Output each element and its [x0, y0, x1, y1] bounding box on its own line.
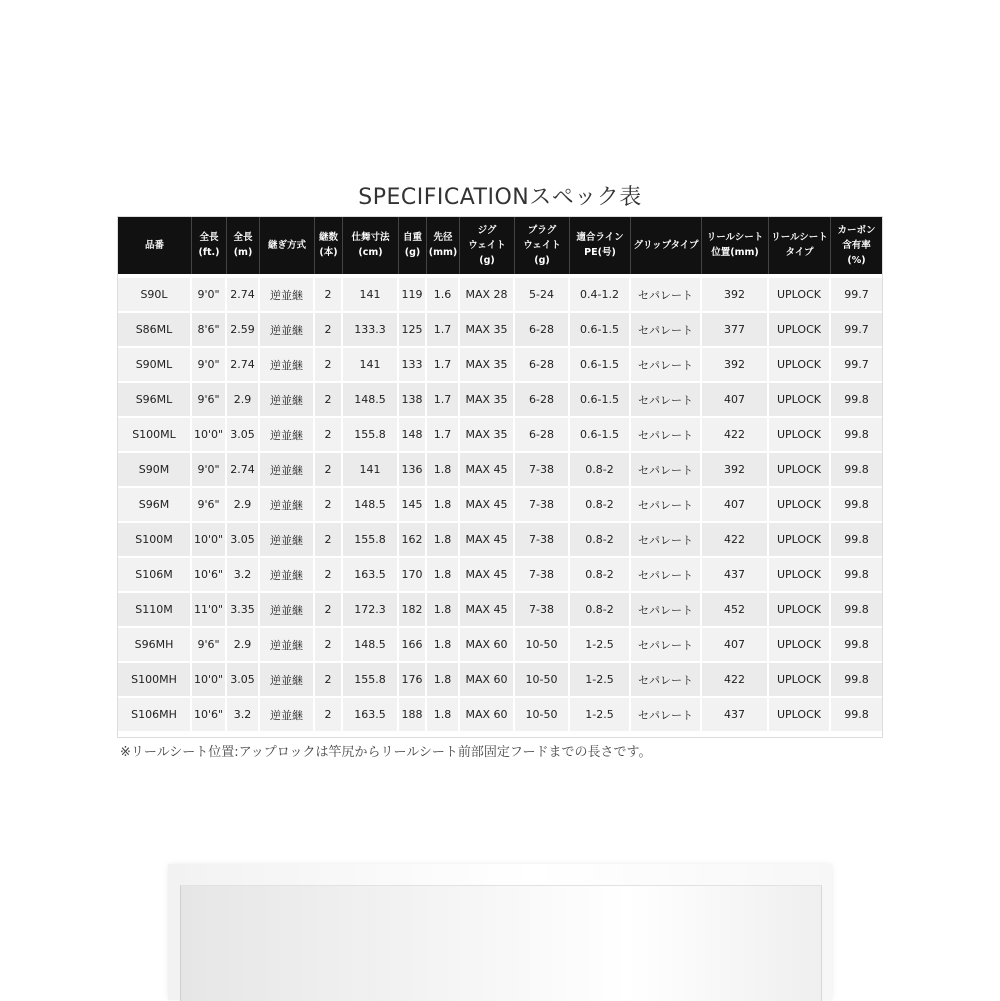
table-cell: 422 — [702, 418, 769, 453]
table-cell: セパレート — [631, 418, 702, 453]
table-cell: 5-24 — [515, 274, 570, 313]
table-cell: 99.7 — [831, 313, 882, 348]
table-cell: 170 — [399, 558, 427, 593]
table-cell: 407 — [702, 383, 769, 418]
table-cell: 163.5 — [343, 698, 399, 733]
table-cell: 2.74 — [227, 348, 260, 383]
table-cell: 437 — [702, 558, 769, 593]
table-cell: 7-38 — [515, 558, 570, 593]
table-cell: 3.35 — [227, 593, 260, 628]
header-cell: グリップタイプ — [631, 216, 702, 274]
table-cell: 141 — [343, 274, 399, 313]
header-cell: ジグ ウェイト (g) — [460, 216, 515, 274]
table-cell: 9'6" — [192, 628, 227, 663]
table-cell: 逆並継 — [260, 558, 315, 593]
table-cell: 1.8 — [427, 593, 460, 628]
table-cell: MAX 45 — [460, 593, 515, 628]
table-cell: MAX 45 — [460, 488, 515, 523]
table-cell: セパレート — [631, 488, 702, 523]
table-cell: 0.4-1.2 — [570, 274, 631, 313]
table-row — [118, 383, 882, 418]
table-cell: 2 — [315, 523, 343, 558]
table-cell: 逆並継 — [260, 453, 315, 488]
table-cell: 6-28 — [515, 313, 570, 348]
table-cell: 逆並継 — [260, 698, 315, 733]
table-cell: 0.6-1.5 — [570, 348, 631, 383]
table-cell: 2 — [315, 383, 343, 418]
table-row — [118, 488, 882, 523]
table-cell: 3.2 — [227, 698, 260, 733]
table-cell: 2 — [315, 488, 343, 523]
table-cell: 7-38 — [515, 523, 570, 558]
table-cell: 1.7 — [427, 418, 460, 453]
table-cell: 148.5 — [343, 628, 399, 663]
model-cell: S96MH — [118, 628, 192, 663]
table-cell: 3.05 — [227, 523, 260, 558]
header-cell: 継ぎ方式 — [260, 216, 315, 274]
table-cell: 377 — [702, 313, 769, 348]
table-cell: 9'0" — [192, 274, 227, 313]
table-cell: 10'0" — [192, 418, 227, 453]
table-cell: 1.8 — [427, 453, 460, 488]
header-cell: 全長 (ft.) — [192, 216, 227, 274]
table-cell: セパレート — [631, 383, 702, 418]
table-cell: 141 — [343, 453, 399, 488]
table-cell: 452 — [702, 593, 769, 628]
table-cell: 逆並継 — [260, 488, 315, 523]
table-cell: 1.7 — [427, 348, 460, 383]
table-cell: 10'0" — [192, 663, 227, 698]
table-cell: 1.8 — [427, 558, 460, 593]
table-cell: セパレート — [631, 663, 702, 698]
table-cell: 2 — [315, 663, 343, 698]
table-cell: 2 — [315, 348, 343, 383]
model-cell: S96ML — [118, 383, 192, 418]
table-cell: 0.8-2 — [570, 488, 631, 523]
table-cell: MAX 60 — [460, 698, 515, 733]
table-cell: 10'6" — [192, 698, 227, 733]
table-cell: 7-38 — [515, 593, 570, 628]
table-cell: 133.3 — [343, 313, 399, 348]
table-cell: セパレート — [631, 523, 702, 558]
header-cell: プラグ ウェイト (g) — [515, 216, 570, 274]
table-cell: 6-28 — [515, 348, 570, 383]
table-cell: セパレート — [631, 348, 702, 383]
model-cell: S90ML — [118, 348, 192, 383]
header-cell: 全長 (m) — [227, 216, 260, 274]
table-row — [118, 558, 882, 593]
table-cell: UPLOCK — [769, 274, 831, 313]
table-row — [118, 313, 882, 348]
table-cell: セパレート — [631, 274, 702, 313]
table-cell: 99.7 — [831, 348, 882, 383]
table-cell: 162 — [399, 523, 427, 558]
table-header-row — [118, 216, 882, 274]
table-cell: 1.8 — [427, 523, 460, 558]
table-cell: セパレート — [631, 593, 702, 628]
table-cell: 7-38 — [515, 488, 570, 523]
table-cell: 1.8 — [427, 628, 460, 663]
table-cell: 99.8 — [831, 418, 882, 453]
table-cell: 2 — [315, 313, 343, 348]
table-cell: 2 — [315, 593, 343, 628]
spec-table — [118, 216, 882, 733]
table-cell: セパレート — [631, 558, 702, 593]
table-cell: 422 — [702, 663, 769, 698]
table-cell: セパレート — [631, 313, 702, 348]
table-cell: MAX 35 — [460, 348, 515, 383]
table-cell: 1-2.5 — [570, 628, 631, 663]
table-cell: UPLOCK — [769, 488, 831, 523]
header-cell: 先径 (mm) — [427, 216, 460, 274]
table-cell: UPLOCK — [769, 523, 831, 558]
table-cell: 2 — [315, 453, 343, 488]
table-cell: 1.7 — [427, 383, 460, 418]
header-cell: 品番 — [118, 216, 192, 274]
table-cell: 99.8 — [831, 383, 882, 418]
table-cell: MAX 45 — [460, 523, 515, 558]
table-cell: 2.9 — [227, 628, 260, 663]
table-cell: MAX 28 — [460, 274, 515, 313]
table-cell: 10-50 — [515, 663, 570, 698]
table-cell: 392 — [702, 274, 769, 313]
table-cell: 148.5 — [343, 488, 399, 523]
table-cell: 1.6 — [427, 274, 460, 313]
model-cell: S106M — [118, 558, 192, 593]
table-cell: 9'6" — [192, 383, 227, 418]
table-cell: MAX 45 — [460, 558, 515, 593]
table-cell: 172.3 — [343, 593, 399, 628]
table-cell: MAX 35 — [460, 418, 515, 453]
table-cell: 7-38 — [515, 453, 570, 488]
header-cell: 仕舞寸法 (cm) — [343, 216, 399, 274]
table-cell: 1.7 — [427, 313, 460, 348]
table-row — [118, 274, 882, 313]
table-row — [118, 418, 882, 453]
table-cell: 3.2 — [227, 558, 260, 593]
table-row — [118, 663, 882, 698]
header-cell: 継数 (本) — [315, 216, 343, 274]
header-cell: リールシート タイプ — [769, 216, 831, 274]
table-cell: 1.8 — [427, 488, 460, 523]
table-cell: 10-50 — [515, 628, 570, 663]
table-cell: セパレート — [631, 698, 702, 733]
table-cell: 0.8-2 — [570, 593, 631, 628]
table-cell: 逆並継 — [260, 628, 315, 663]
table-cell: 逆並継 — [260, 593, 315, 628]
table-cell: 99.8 — [831, 593, 882, 628]
table-cell: 逆並継 — [260, 348, 315, 383]
table-cell: 437 — [702, 698, 769, 733]
table-cell: 182 — [399, 593, 427, 628]
table-cell: 2.9 — [227, 488, 260, 523]
table-cell: 2.74 — [227, 274, 260, 313]
table-cell: UPLOCK — [769, 558, 831, 593]
table-cell: 125 — [399, 313, 427, 348]
table-cell: MAX 60 — [460, 663, 515, 698]
table-cell: 99.8 — [831, 523, 882, 558]
table-cell: 1.8 — [427, 663, 460, 698]
table-cell: UPLOCK — [769, 383, 831, 418]
table-cell: UPLOCK — [769, 348, 831, 383]
table-cell: 0.8-2 — [570, 523, 631, 558]
table-cell: 99.8 — [831, 663, 882, 698]
table-cell: 3.05 — [227, 418, 260, 453]
table-row — [118, 523, 882, 558]
table-cell: 1-2.5 — [570, 663, 631, 698]
table-cell: UPLOCK — [769, 453, 831, 488]
table-cell: 163.5 — [343, 558, 399, 593]
model-cell: S90L — [118, 274, 192, 313]
table-cell: 2.59 — [227, 313, 260, 348]
table-cell: 逆並継 — [260, 313, 315, 348]
table-cell: 2.74 — [227, 453, 260, 488]
table-cell: 10'0" — [192, 523, 227, 558]
table-row — [118, 453, 882, 488]
model-cell: S100ML — [118, 418, 192, 453]
table-cell: 11'0" — [192, 593, 227, 628]
table-cell: UPLOCK — [769, 663, 831, 698]
table-cell: 逆並継 — [260, 383, 315, 418]
table-cell: 9'0" — [192, 453, 227, 488]
table-cell: 407 — [702, 488, 769, 523]
table-cell: 148.5 — [343, 383, 399, 418]
table-cell: 逆並継 — [260, 663, 315, 698]
table-cell: 392 — [702, 453, 769, 488]
table-cell: 逆並継 — [260, 523, 315, 558]
header-cell: 適合ライン PE(号) — [570, 216, 631, 274]
table-cell: 133 — [399, 348, 427, 383]
model-cell: S110M — [118, 593, 192, 628]
table-cell: 6-28 — [515, 383, 570, 418]
table-cell: 99.8 — [831, 453, 882, 488]
table-cell: MAX 35 — [460, 383, 515, 418]
table-cell: 2 — [315, 418, 343, 453]
table-cell: 166 — [399, 628, 427, 663]
table-cell: 3.05 — [227, 663, 260, 698]
table-cell: 0.6-1.5 — [570, 418, 631, 453]
table-cell: 99.8 — [831, 628, 882, 663]
table-cell: 0.8-2 — [570, 453, 631, 488]
table-cell: UPLOCK — [769, 698, 831, 733]
table-row — [118, 628, 882, 663]
table-cell: 0.8-2 — [570, 558, 631, 593]
table-cell: UPLOCK — [769, 418, 831, 453]
table-cell: 392 — [702, 348, 769, 383]
table-cell: 逆並継 — [260, 274, 315, 313]
table-cell: 9'0" — [192, 348, 227, 383]
table-cell: 9'6" — [192, 488, 227, 523]
table-cell: 0.6-1.5 — [570, 383, 631, 418]
table-cell: UPLOCK — [769, 628, 831, 663]
table-cell: 2.9 — [227, 383, 260, 418]
model-cell: S100M — [118, 523, 192, 558]
table-cell: MAX 60 — [460, 628, 515, 663]
table-cell: 逆並継 — [260, 418, 315, 453]
table-cell: 2 — [315, 698, 343, 733]
table-cell: 119 — [399, 274, 427, 313]
table-cell: 99.8 — [831, 698, 882, 733]
table-cell: 8'6" — [192, 313, 227, 348]
table-cell: 2 — [315, 558, 343, 593]
table-cell: 155.8 — [343, 418, 399, 453]
model-cell: S86ML — [118, 313, 192, 348]
table-cell: 155.8 — [343, 663, 399, 698]
table-cell: 148 — [399, 418, 427, 453]
table-cell: 99.7 — [831, 274, 882, 313]
model-cell: S106MH — [118, 698, 192, 733]
table-cell: 1.8 — [427, 698, 460, 733]
spec-title: SPECIFICATIONスペック表 — [358, 185, 642, 210]
model-cell: S100MH — [118, 663, 192, 698]
table-cell: 138 — [399, 383, 427, 418]
table-cell: 188 — [399, 698, 427, 733]
table-cell: 2 — [315, 628, 343, 663]
table-row — [118, 348, 882, 383]
table-cell: 6-28 — [515, 418, 570, 453]
model-cell: S96M — [118, 488, 192, 523]
table-cell: 176 — [399, 663, 427, 698]
table-cell: MAX 35 — [460, 313, 515, 348]
table-cell: 141 — [343, 348, 399, 383]
table-cell: 145 — [399, 488, 427, 523]
table-cell: 10-50 — [515, 698, 570, 733]
header-cell: 自重 (g) — [399, 216, 427, 274]
header-cell: カーボン 含有率 (%) — [831, 216, 882, 274]
table-cell: 407 — [702, 628, 769, 663]
table-cell: 1-2.5 — [570, 698, 631, 733]
table-body — [118, 274, 882, 733]
table-cell: 422 — [702, 523, 769, 558]
model-cell: S90M — [118, 453, 192, 488]
table-cell: UPLOCK — [769, 313, 831, 348]
table-cell: セパレート — [631, 453, 702, 488]
table-cell: 0.6-1.5 — [570, 313, 631, 348]
table-cell: 99.8 — [831, 488, 882, 523]
table-cell: MAX 45 — [460, 453, 515, 488]
footnote: ※リールシート位置:アップロックは竿尻からリールシート前部固定フードまでの長さです。 — [120, 745, 652, 760]
table-cell: UPLOCK — [769, 593, 831, 628]
table-cell: 136 — [399, 453, 427, 488]
table-cell: 10'6" — [192, 558, 227, 593]
table-cell: 2 — [315, 274, 343, 313]
product-box-inner — [180, 885, 822, 1001]
header-cell: リールシート 位置(mm) — [702, 216, 769, 274]
table-row — [118, 698, 882, 733]
table-cell: 99.8 — [831, 558, 882, 593]
table-row — [118, 593, 882, 628]
table-cell: 155.8 — [343, 523, 399, 558]
table-cell: セパレート — [631, 628, 702, 663]
